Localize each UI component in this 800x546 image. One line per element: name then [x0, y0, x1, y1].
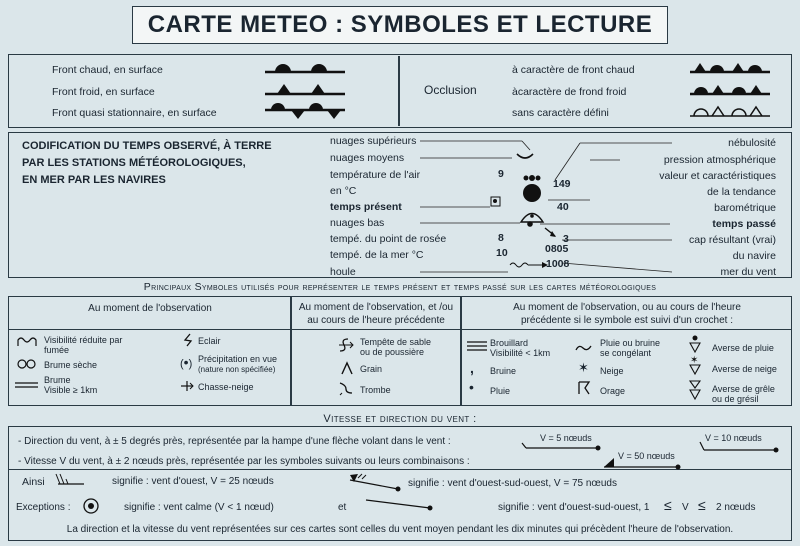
col1-brume-2: Visible ≥ 1km [44, 385, 98, 395]
col1-precip-2: (nature non spécifiée) [198, 365, 276, 374]
smoke-icon [16, 336, 40, 348]
ainsi-desc-1: signifie : vent d'ouest, V = 25 nœuds [112, 476, 274, 487]
barb-25kt-icon [56, 472, 86, 488]
col3-pluie-gel-1: Pluie ou bruine [600, 338, 661, 348]
waterspout-icon [338, 381, 354, 395]
col3-heading-1: Au moment de l'observation, ou au cours de l'heure [513, 302, 741, 313]
col1-brume-seche: Brume sèche [44, 360, 98, 370]
exc-le-1: ≤ [664, 497, 672, 513]
codif-left-0: nuages supérieurs [330, 135, 417, 147]
drifting-snow-icon [180, 380, 194, 392]
col3-averse-grele-2: ou de grésil [712, 394, 759, 404]
principal-heading: Principaux Symboles utilisés pour représenter le temps présent et temps passé sur les cartes météorologiques [143, 281, 657, 293]
col1-brume-1: Brume [44, 375, 71, 385]
col3-brouillard-1: Brouillard [490, 338, 529, 348]
exc-desc-1: signifie : vent calme (V < 1 nœud) [124, 502, 274, 513]
col3-averse-neige: Averse de neige [712, 364, 777, 374]
value-sea: 10 [496, 247, 508, 259]
codif-right-5: temps passé [712, 218, 776, 230]
exc-le-2: ≤ [698, 497, 706, 513]
calm-icon [82, 497, 100, 515]
codif-left-2: température de l'air [330, 169, 421, 181]
hail-shower-icon [688, 378, 702, 402]
header-row-line [9, 329, 791, 330]
col1-eclair: Eclair [198, 336, 221, 346]
value-v1: 0805 [545, 243, 569, 255]
barb-v5-icon [522, 441, 602, 451]
exc-desc-2b: V [682, 502, 689, 513]
occ-warm-label: à caractère de front chaud [512, 64, 635, 76]
col3-pluie: Pluie [490, 386, 511, 396]
col1-chasse: Chasse-neige [198, 382, 254, 392]
codif-left-4: temps présent [330, 201, 402, 213]
thunderstorm-icon [576, 380, 592, 396]
codif-left-1: nuages moyens [330, 152, 405, 164]
col3-pluie-gel-2: se congélant [600, 348, 652, 358]
col3-averse-pluie: Averse de pluie [712, 343, 774, 353]
codif-right-1: pression atmosphérique [663, 154, 776, 166]
value-tendency: 40 [557, 201, 569, 213]
wind-v10-label: V = 10 nœuds [705, 433, 762, 443]
wind-footer: La direction et la vitesse du vent représentées sur ces cartes sont celles du vent moyen pendant les dix minutes qui précèdent l'heure de l'observation. [66, 524, 734, 535]
col1-visibility-1: Visibilité réduite par [44, 335, 123, 345]
sandstorm-icon [338, 337, 354, 355]
col2-heading-2: au cours de l'heure précédente [307, 315, 445, 326]
svg-text:✶: ✶ [690, 355, 699, 366]
col2-tempete-2: ou de poussière [360, 347, 425, 357]
col2-grain: Grain [360, 364, 383, 374]
lightning-icon [182, 333, 194, 347]
ainsi-desc-2: signifie : vent d'ouest-sud-ouest, V = 75 nœuds [408, 478, 617, 489]
codif-right-8: mer du vent [720, 266, 776, 278]
barb-v10-icon [700, 441, 780, 453]
col3-averse-grele-1: Averse de grêle [712, 384, 775, 394]
wind-speed: - Vitesse V du vent, à ± 2 nœuds près, représentée par les symboles suivants ou leurs combinaisons : [18, 456, 470, 467]
col1-heading: Au moment de l'observation [88, 303, 212, 314]
codif-heading-1: CODIFICATION DU TEMPS OBSERVÉ, À TERRE [22, 140, 272, 152]
occ-cold-label: àcaractère de frond froid [512, 86, 627, 98]
dry-haze-icon [14, 359, 42, 369]
wind-direction: - Direction du vent, à ± 5 degrés près, représentée par la hampe d'une flèche volant dans le vent : [18, 436, 451, 447]
col3-heading-2: précédente si le symbole est suivi d'un crochet : [520, 315, 734, 326]
page-title: CARTE METEO : SYMBOLES ET LECTURE [147, 11, 653, 38]
codif-heading-2: PAR LES STATIONS MÉTÉOROLOGIQUES, [22, 157, 246, 169]
freezing-rain-icon [574, 343, 594, 353]
occlusion-label: Occlusion [424, 83, 477, 97]
col3-bruine: Bruine [490, 366, 517, 376]
front-stationary-label: Front quasi stationnaire, en surface [52, 107, 217, 119]
exc-et: et [338, 502, 347, 513]
rain-icon: • [469, 379, 474, 395]
squall-icon [340, 361, 354, 375]
snow-icon: ✶ [578, 360, 589, 375]
codif-left-5: nuages bas [330, 217, 385, 229]
col1-precip-1: Précipitation en vue [198, 354, 278, 364]
wind-v50-label: V = 50 nœuds [618, 451, 675, 461]
drizzle-icon: , [470, 360, 474, 376]
codif-left-3: en °C [330, 185, 357, 197]
col2-trombe: Trombe [360, 385, 391, 395]
col3-neige: Neige [600, 366, 624, 376]
codif-left-8: houle [330, 266, 356, 278]
codif-heading-3: EN MER PAR LES NAVIRES [22, 174, 166, 186]
fog-icon [466, 340, 488, 352]
light-wind-icon [364, 496, 434, 512]
exc-desc-2c: 2 nœuds [716, 502, 756, 513]
rain-shower-icon [688, 334, 702, 354]
codif-right-7: du navire [732, 250, 776, 262]
codif-right-3: de la tendance [707, 186, 776, 198]
exc-desc-2a: signifie : vent d'ouest-sud-ouest, 1 [498, 502, 650, 513]
col2-heading-1: Au moment de l'observation, et /ou [298, 302, 454, 313]
value-dew: 8 [498, 232, 504, 244]
value-heading: 3 [563, 233, 569, 245]
ainsi-label: Ainsi [22, 476, 45, 488]
barb-v50-icon [600, 456, 682, 470]
mist-icon [14, 381, 40, 389]
col3-orage: Orage [600, 386, 626, 396]
front-cold-label: Front froid, en surface [52, 86, 155, 98]
col2-tempete-1: Tempête de sable [360, 337, 432, 347]
codif-left-6: tempé. du point de rosée [330, 233, 447, 245]
codif-left-7: tempé. de la mer °C [330, 249, 424, 261]
wind-v5-label: V = 5 nœuds [540, 433, 592, 443]
codif-right-6: cap résultant (vrai) [689, 234, 776, 246]
occ-undef-label: sans caractère défini [512, 107, 609, 119]
codif-right-0: nébulosité [728, 137, 776, 149]
front-warm-label: Front chaud, en surface [52, 64, 163, 76]
value-v2: 1008 [546, 258, 570, 270]
wind-heading: Vitesse et direction du vent : [323, 413, 477, 425]
codif-right-4: barométrique [714, 202, 776, 214]
codif-right-2: valeur et caractéristiques [659, 170, 776, 182]
value-temp: 9 [498, 168, 504, 180]
col1-visibility-2: fumée [44, 345, 70, 355]
barb-75kt-icon [344, 472, 400, 492]
precip-in-view-icon: (•) [180, 354, 193, 370]
value-pressure: 149 [553, 178, 571, 190]
col3-brouillard-2: Visibilité < 1km [490, 348, 551, 358]
snow-shower-icon [688, 354, 702, 376]
exceptions-label: Exceptions : [16, 502, 71, 513]
